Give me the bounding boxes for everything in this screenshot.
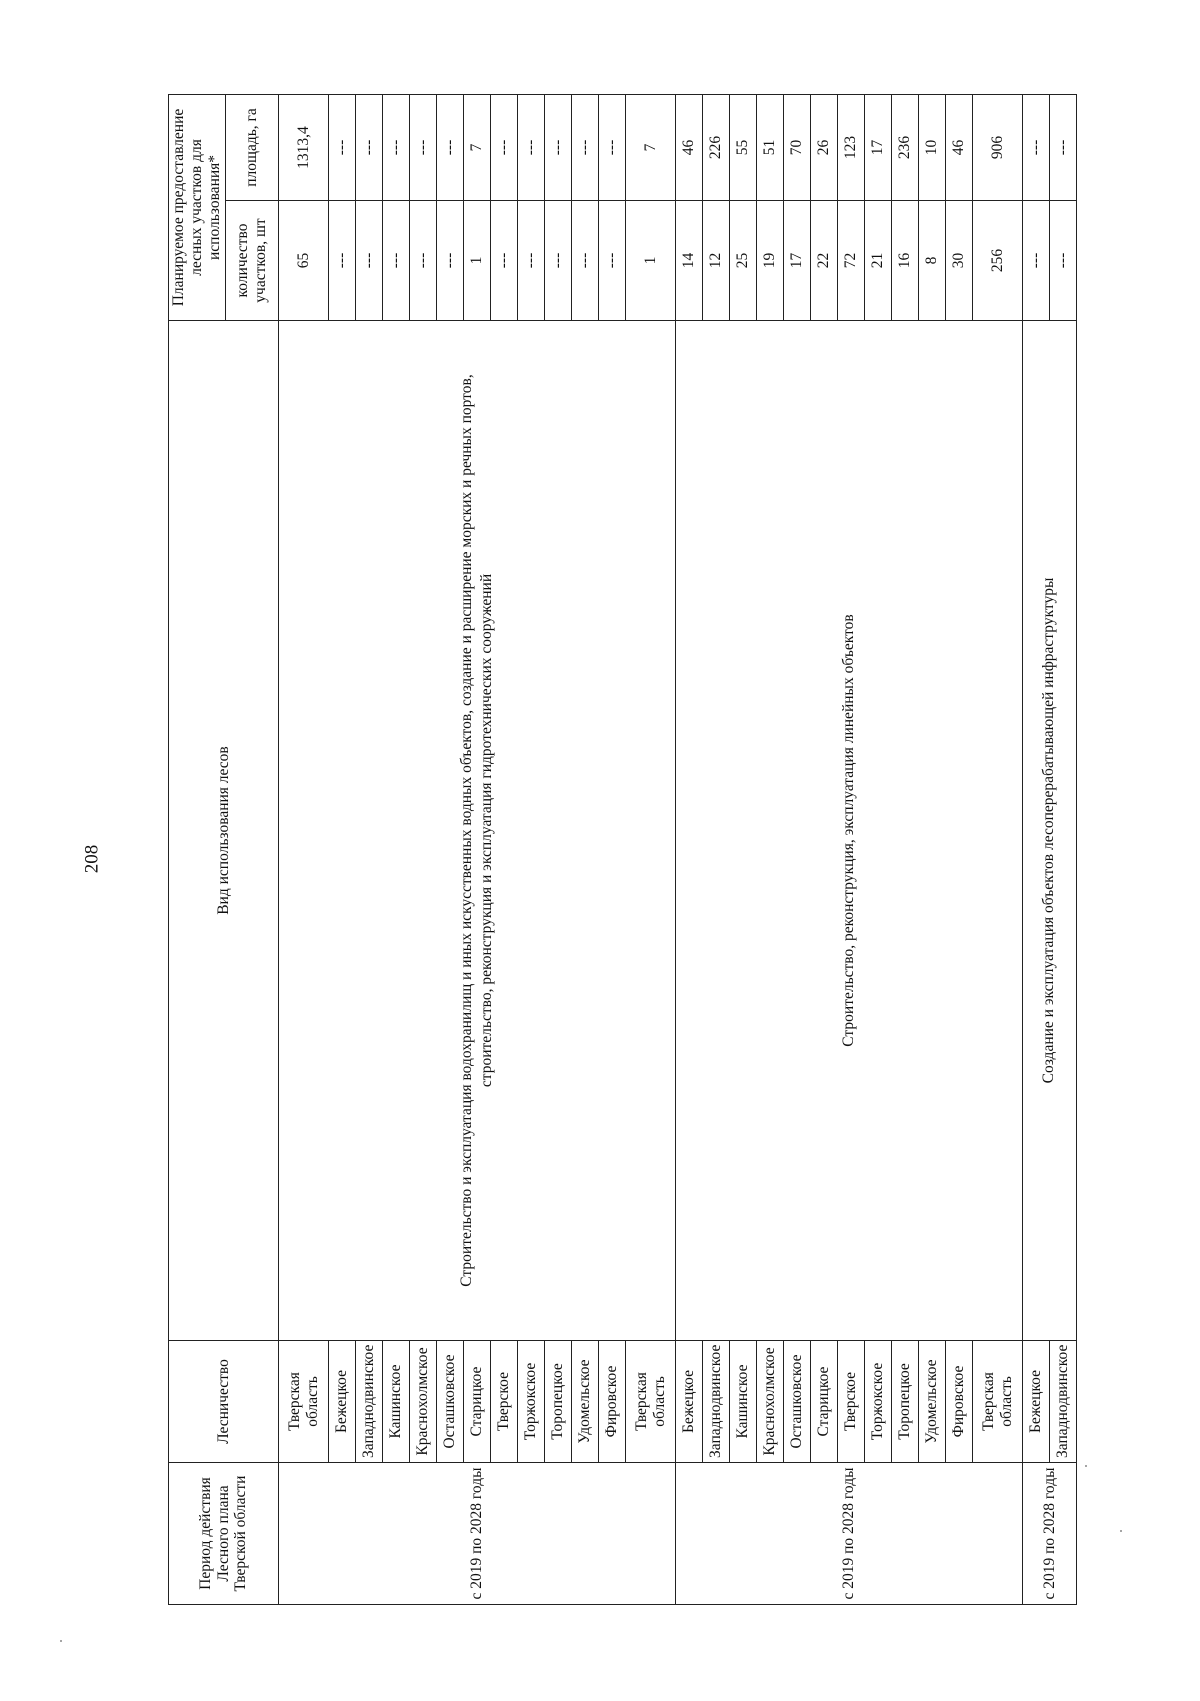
page-number: 208	[81, 844, 103, 874]
area-cell: 55	[730, 94, 757, 200]
forestry-cell: Тверская область	[279, 1341, 329, 1463]
count-cell: 30	[946, 201, 973, 321]
area-cell: ---	[518, 94, 545, 200]
count-cell: 1	[464, 201, 491, 321]
forestry-cell: Осташковское	[437, 1341, 464, 1463]
forestry-cell: Старицкое	[464, 1341, 491, 1463]
area-cell: ---	[383, 94, 410, 200]
use-type-cell: Строительство и эксплуатация водохранилищ и иных искусственных водных объектов, создание и расширение морских и речных портов, строительство, реконструкция и эксплуатация гидротехнических сооружений	[279, 321, 676, 1341]
area-cell: 236	[892, 94, 919, 200]
area-cell: ---	[356, 94, 383, 200]
area-cell: ---	[329, 94, 356, 200]
table-row	[1023, 94, 1050, 1604]
area-cell: ---	[599, 94, 626, 200]
use-type-cell: Создание и эксплуатация объектов лесоперерабатывающей инфраструктуры	[1023, 321, 1077, 1341]
count-cell: ---	[1050, 201, 1077, 321]
area-cell: ---	[545, 94, 572, 200]
forestry-cell: Краснохолмское	[757, 1341, 784, 1463]
count-cell: 12	[703, 201, 730, 321]
area-cell: 10	[919, 94, 946, 200]
header-planned: Планируемое предоставление лесных участков для использования*	[169, 94, 226, 320]
area-cell: 70	[784, 94, 811, 200]
count-cell: 72	[838, 201, 865, 321]
count-cell: 16	[892, 201, 919, 321]
forestry-cell: Торжокское	[865, 1341, 892, 1463]
count-cell: ---	[437, 201, 464, 321]
forest-use-table	[168, 94, 1077, 1605]
scan-speck	[60, 1640, 62, 1642]
table-row	[676, 94, 703, 1604]
count-cell: 8	[919, 201, 946, 321]
header-forestry: Лесничество	[169, 1341, 279, 1463]
forestry-cell: Торопецкое	[545, 1341, 572, 1463]
area-cell: 46	[946, 94, 973, 200]
area-cell: 906	[973, 94, 1023, 200]
area-cell: ---	[1023, 94, 1050, 200]
period-cell: с 2019 по 2028 годы	[676, 1463, 1023, 1605]
area-cell: 26	[811, 94, 838, 200]
count-cell: ---	[1023, 201, 1050, 321]
forestry-cell: Тверская область	[973, 1341, 1023, 1463]
forestry-cell: Старицкое	[811, 1341, 838, 1463]
forestry-cell: Тверское	[838, 1341, 865, 1463]
count-cell: 25	[730, 201, 757, 321]
forestry-cell: Фировское	[599, 1341, 626, 1463]
header-period: Период действия Лесного плана Тверской области	[169, 1463, 279, 1605]
forestry-cell: Западнодвинское	[1050, 1341, 1077, 1463]
area-cell: 7	[464, 94, 491, 200]
area-cell: 17	[865, 94, 892, 200]
count-cell: 1	[626, 201, 676, 321]
forestry-cell: Тверское	[491, 1341, 518, 1463]
header-count: количество участков, шт	[226, 201, 279, 321]
forestry-cell: Краснохолмское	[410, 1341, 437, 1463]
table-body	[279, 94, 1077, 1604]
forestry-cell: Бежецкое	[329, 1341, 356, 1463]
count-cell: ---	[329, 201, 356, 321]
forestry-cell: Западнодвинское	[356, 1341, 383, 1463]
area-cell: ---	[410, 94, 437, 200]
header-area: площадь, га	[226, 94, 279, 200]
forestry-cell: Западнодвинское	[703, 1341, 730, 1463]
count-cell: ---	[599, 201, 626, 321]
area-cell: 226	[703, 94, 730, 200]
forestry-cell: Удомельское	[572, 1341, 599, 1463]
count-cell: ---	[572, 201, 599, 321]
area-cell: 7	[626, 94, 676, 200]
count-cell: 17	[784, 201, 811, 321]
count-cell: ---	[491, 201, 518, 321]
area-cell: 123	[838, 94, 865, 200]
count-cell: 14	[676, 201, 703, 321]
count-cell: ---	[518, 201, 545, 321]
period-cell: с 2019 по 2028 годы	[279, 1463, 676, 1605]
count-cell: ---	[545, 201, 572, 321]
forestry-cell: Торопецкое	[892, 1341, 919, 1463]
scan-speck	[1120, 1530, 1122, 1532]
area-cell: 51	[757, 94, 784, 200]
table-row	[279, 94, 329, 1604]
count-cell: 256	[973, 201, 1023, 321]
forestry-cell: Кашинское	[383, 1341, 410, 1463]
header-use: Вид использования лесов	[169, 321, 279, 1341]
count-cell: 22	[811, 201, 838, 321]
forestry-cell: Торжокское	[518, 1341, 545, 1463]
forestry-cell: Бежецкое	[1023, 1341, 1050, 1463]
scan-speck	[1085, 1465, 1087, 1467]
count-cell: ---	[356, 201, 383, 321]
period-cell: с 2019 по 2028 годы	[1023, 1463, 1077, 1605]
forestry-cell: Осташковское	[784, 1341, 811, 1463]
area-cell: ---	[572, 94, 599, 200]
forestry-cell: Фировское	[946, 1341, 973, 1463]
use-type-cell: Строительство, реконструкция, эксплуатация линейных объектов	[676, 321, 1023, 1341]
count-cell: 19	[757, 201, 784, 321]
count-cell: 65	[279, 201, 329, 321]
count-cell: ---	[410, 201, 437, 321]
forestry-cell: Тверская область	[626, 1341, 676, 1463]
area-cell: ---	[1050, 94, 1077, 200]
forestry-cell: Кашинское	[730, 1341, 757, 1463]
area-cell: 1313,4	[279, 94, 329, 200]
count-cell: 21	[865, 201, 892, 321]
area-cell: ---	[437, 94, 464, 200]
forestry-cell: Удомельское	[919, 1341, 946, 1463]
count-cell: ---	[383, 201, 410, 321]
rotated-table-container	[168, 95, 1093, 1605]
area-cell: 46	[676, 94, 703, 200]
area-cell: ---	[491, 94, 518, 200]
forestry-cell: Бежецкое	[676, 1341, 703, 1463]
